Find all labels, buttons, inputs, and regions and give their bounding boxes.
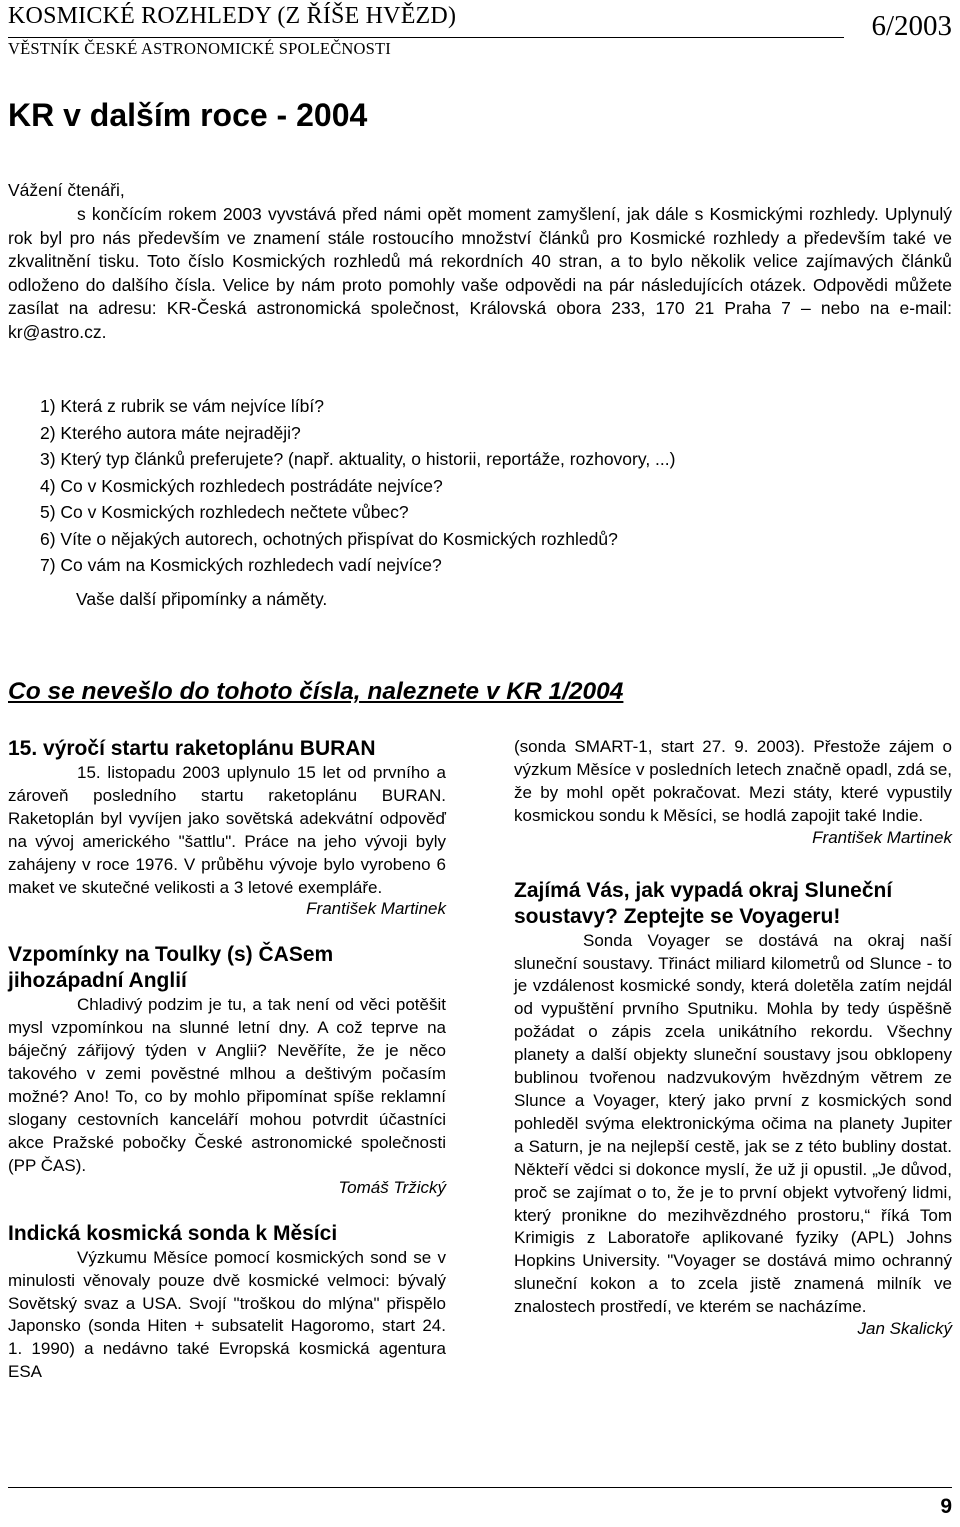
header-rule	[8, 37, 844, 38]
question-item: 1) Která z rubrik se vám nejvíce líbí?	[40, 396, 324, 416]
masthead-subtitle: VĚSTNÍK ČESKÉ ASTRONOMICKÉ SPOLEČNOSTI	[8, 39, 391, 58]
question-item: 2) Kterého autora máte nejraději?	[40, 422, 301, 443]
article-author-sonda: František Martinek	[812, 827, 952, 847]
page-number: 9	[940, 1495, 952, 1518]
question-item: 6) Víte o nějakých autorech, ochotných přispívat do Kosmických rozhledů?	[40, 528, 618, 549]
article-text-voyager: Sonda Voyager se dostává na okraj naší sluneční soustavy. Třináct miliard kilometrů od Slunce - to je vzdálenost kosmické sondy, která doletěla zatím nejdál od vypuštění prvního Sputniku. Mohla by tedy úspěšně požádat o zápis zcela unikátního rekordu. Všechny planety a další objekty sluneční soustavy jsou obklopeny bublinou tvořenou nadzvukovým hvězdným větrem ze Slunce a Voyager, který jako první z kosmických sond pohleděl svýma elektronickýma očima na planety Jupiter a Saturn, je na nejlepší cestě, jak se z této bubliny dostat. Někteří vědci si dokonce myslí, že už ji opustil. „Je důvod, proč se zajímat o to, že je to první objekt vytvořený lidmi, který pronikne do mezihvězdného prostoru,“ říká Tom Krimigis z Laboratoře aplikované fyziky (APL) Johns Hopkins University. "Voyager se dostává mimo ochranný sluneční kokon a to zcela jistě znamená milník ve znalostech prostředí, ve kterém se nacházíme.	[514, 930, 952, 1317]
article-title-buran: 15. výročí startu raketoplánu BURAN	[8, 737, 376, 760]
article-author-buran: František Martinek	[306, 899, 446, 919]
article-text-sonda: Výzkumu Měsíce pomocí kosmických sond se v minulosti věnovaly pouze dvě kosmické velmoci: bývalý Sovětský svaz a USA. Svojí "troškou do mlýna" přispělo Japonsko (sonda Hiten + subsatelit Hagoromo, start 24. 1. 1990) a nedávno také Evropská kosmická agentura ESA	[8, 1247, 446, 1382]
article-text-toulky: Chladivý podzim je tu, a tak není od věci potěšit mysl vzpomínkou na slunné letní dny. A což teprve na báječný zářijový týden v Anglii? Nevěříte, že je něco takového v zemi pověstné mlhou a deštivým počasím možné? Ano! To, co by mohlo připomínat spíše reklamní slogany cestovních kanceláří mohou potvrdit účastníci akce Pražské pobočky České astronomické společnosti (PP ČAS).	[8, 995, 446, 1175]
article-title-voyager: Zajímá Vás, jak vypadá okraj Sluneční soustavy? Zeptejte se Voyageru!	[514, 878, 893, 928]
article-title-sonda: Indická kosmická sonda k Měsíci	[8, 1221, 338, 1245]
question-item: 4) Co v Kosmických rozhledech postrádáte nejvíce?	[40, 475, 443, 496]
article-author-voyager: Jan Skalický	[857, 1319, 952, 1339]
question-item: 7) Co vám na Kosmických rozhledech vadí nejvíce?	[40, 555, 442, 575]
letter-greeting: Vážení čtenáři,	[8, 180, 125, 200]
issue-number: 6/2003	[871, 10, 952, 42]
footer-rule	[8, 1487, 952, 1488]
question-item: 5) Co v Kosmických rozhledech nečtete vůbec?	[40, 502, 409, 522]
page-title: KR v dalším roce - 2004	[8, 97, 368, 133]
article-text-buran: 15. listopadu 2003 uplynulo 15 let od prvního a zároveň posledního startu raketoplánu BURAN. Raketoplán byl vyvíjen jako sovětská adekvátní odpověď na vývoj amerického "šattlu". Práce na jeho vývoji byly zahájeny v roce 1976. V průběhu vývoje bylo vyrobeno 6 maket ve skutečné velikosti a 3 letové exempláře.	[8, 763, 446, 897]
masthead-title: KOSMICKÉ ROZHLEDY (Z ŘÍŠE HVĚZD)	[8, 3, 457, 29]
letter-intro: s končícím rokem 2003 vyvstává před námi opět moment zamyšlení, jak dále s Kosmickými rozhledy. Uplynulý rok byl pro nás především ve znamení stále rostoucího množství článků pro Kosmické rozhledy a především také ve zkvalitnění tisku. Toto číslo Kosmických rozhledů má rekordních 40 stran, a to bylo několik velice zajímavých článků odloženo do dalšího čísla. Velice by nám proto pomohly vaše odpovědi na pár následujících otázek. Odpovědi můžete zasílat na adresu: KR-Česká astronomická společnost, Královská obora 233, 170 21 Praha 7 – nebo na e-mail: kr@astro.cz.	[8, 204, 952, 342]
right-column	[514, 736, 952, 1339]
question-item: 3) Který typ článků preferujete? (např. aktuality, o historii, reportáže, rozhovory, ...)	[40, 449, 676, 469]
article-text-sonda-continued: (sonda SMART-1, start 27. 9. 2003). Přestože zájem o výzkum Měsíce v posledních letech značně opadl, zdá se, že by mohl opět pokračovat. Mezi státy, které vypustily kosmickou sondu k Měsíci, se hodlá zapojit také Indie.	[514, 737, 952, 825]
question-list	[40, 393, 675, 579]
section-title: Co se nevešlo do tohoto čísla, naleznete v KR 1/2004	[8, 678, 624, 705]
article-title-toulky: Vzpomínky na Toulky (s) ČASem jihozápadní Anglií	[8, 943, 334, 993]
left-column	[8, 736, 446, 1384]
letter-remarks: Vaše další připomínky a náměty.	[76, 589, 328, 609]
article-author-toulky: Tomáš Tržický	[338, 1177, 446, 1197]
